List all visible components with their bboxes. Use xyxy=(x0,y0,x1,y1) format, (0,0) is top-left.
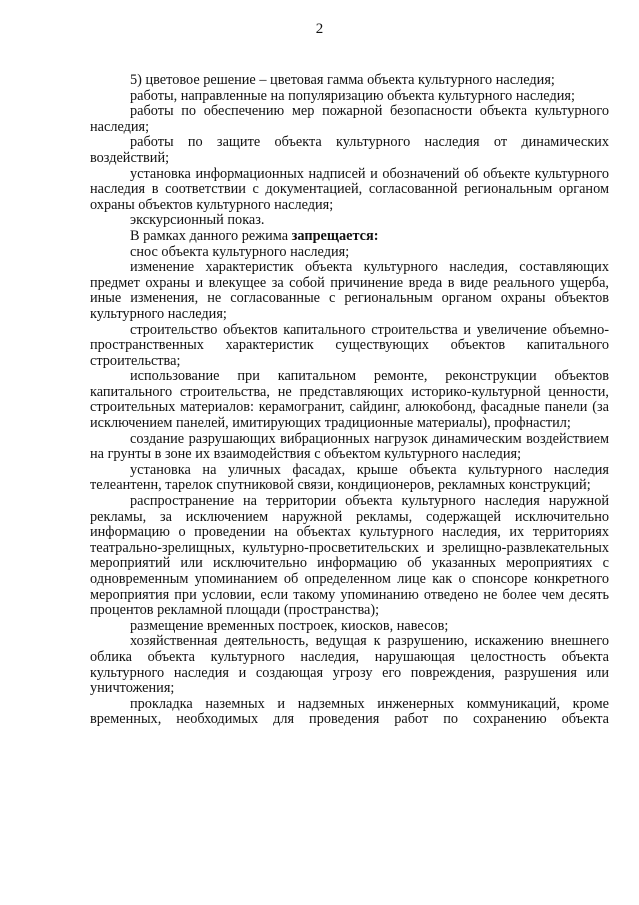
regime-forbidden-keyword: запрещается: xyxy=(291,227,379,244)
paragraph-color-solution: 5) цветовое решение – цветовая гамма объекта культурного наследия; xyxy=(130,72,555,88)
paragraph-dynamic-protection-works: работы по защите объекта культурного наследия от динамических воздействий; xyxy=(90,134,609,166)
paragraph-vibration-loads: создание разрушающих вибрационных нагрузок динамическим воздействием на грунты в зоне их взаимодействия с объектом культурного наследия; xyxy=(90,430,609,463)
document-body xyxy=(90,73,609,728)
paragraph-materials-usage: использование при капитальном ремонте, реконструкции объектов капитального строительства, не представляющих историко-культурной ценности, строительных материалов: керамогранит, сайдинг, алюкобонд, фасадные панели (за исключением панелей, имитирующих традиционные материалы), профнастил; xyxy=(90,368,609,432)
regime-intro-text: В рамках данного режима xyxy=(130,227,292,244)
page-number: 2 xyxy=(315,21,324,37)
paragraph-characteristics-change: изменение характеристик объекта культурного наследия, составляющих предмет охраны и влекущее за собой причинение вреда в виде реального ущерба, иные изменения, не согласованные с региональным органом охраны объектов культурного наследия; xyxy=(90,259,609,322)
paragraph-demolition: снос объекта культурного наследия; xyxy=(130,243,350,260)
paragraph-fire-safety-works: работы по обеспечению мер пожарной безопасности объекта культурного наследия; xyxy=(90,103,609,135)
paragraph-regime-forbidden xyxy=(90,229,609,245)
paragraph-popularization-works: работы, направленные на популяризацию объекта культурного наследия; xyxy=(130,87,575,104)
paragraph-excursion: экскурсионный показ. xyxy=(130,212,265,229)
paragraph-temporary-buildings: размещение временных построек, киосков, навесов; xyxy=(130,617,449,634)
paragraph-facade-installations: установка на уличных фасадах, крыше объекта культурного наследия телеантенн, тарелок спутниковой связи, кондиционеров, рекламных конструкций; xyxy=(90,461,609,494)
paragraph-information-signs: установка информационных надписей и обозначений об объекте культурного наследия в соответствии с документацией, согласованной региональным органом охраны объектов культурного наследия; xyxy=(90,165,609,213)
paragraph-economic-activity: хозяйственная деятельность, ведущая к разрушению, искажению внешнего облика объекта культурного наследия, нарушающая целостность объекта культурного наследия и создающая угрозу его повреждения, разрушения или уничтожения; xyxy=(90,633,609,697)
paragraph-capital-construction: строительство объектов капитального строительства и увеличение объемно-пространственных характеристик существующих объектов капитального строительства; xyxy=(90,321,609,369)
paragraph-outdoor-advertising: распространение на территории объекта культурного наследия наружной рекламы, за исключением наружной рекламы, содержащей исключительно информацию о проведении на объектах культурного наследия, их территориях театрально-зрелищных, культурно-просветительских и зрелищно-развлекательных мероприятий или исключительно информацию об указанных мероприятиях с одновременным упоминанием об определенном лице как о спонсоре конкретного мероприятия при условии, если такому упоминанию отведено не более чем десять процентов рекламной площади (пространства); xyxy=(90,493,609,619)
paragraph-engineering-communications: прокладка наземных и надземных инженерных коммуникаций, кроме временных, необходимых для проведения работ по сохранению объекта xyxy=(90,695,609,728)
